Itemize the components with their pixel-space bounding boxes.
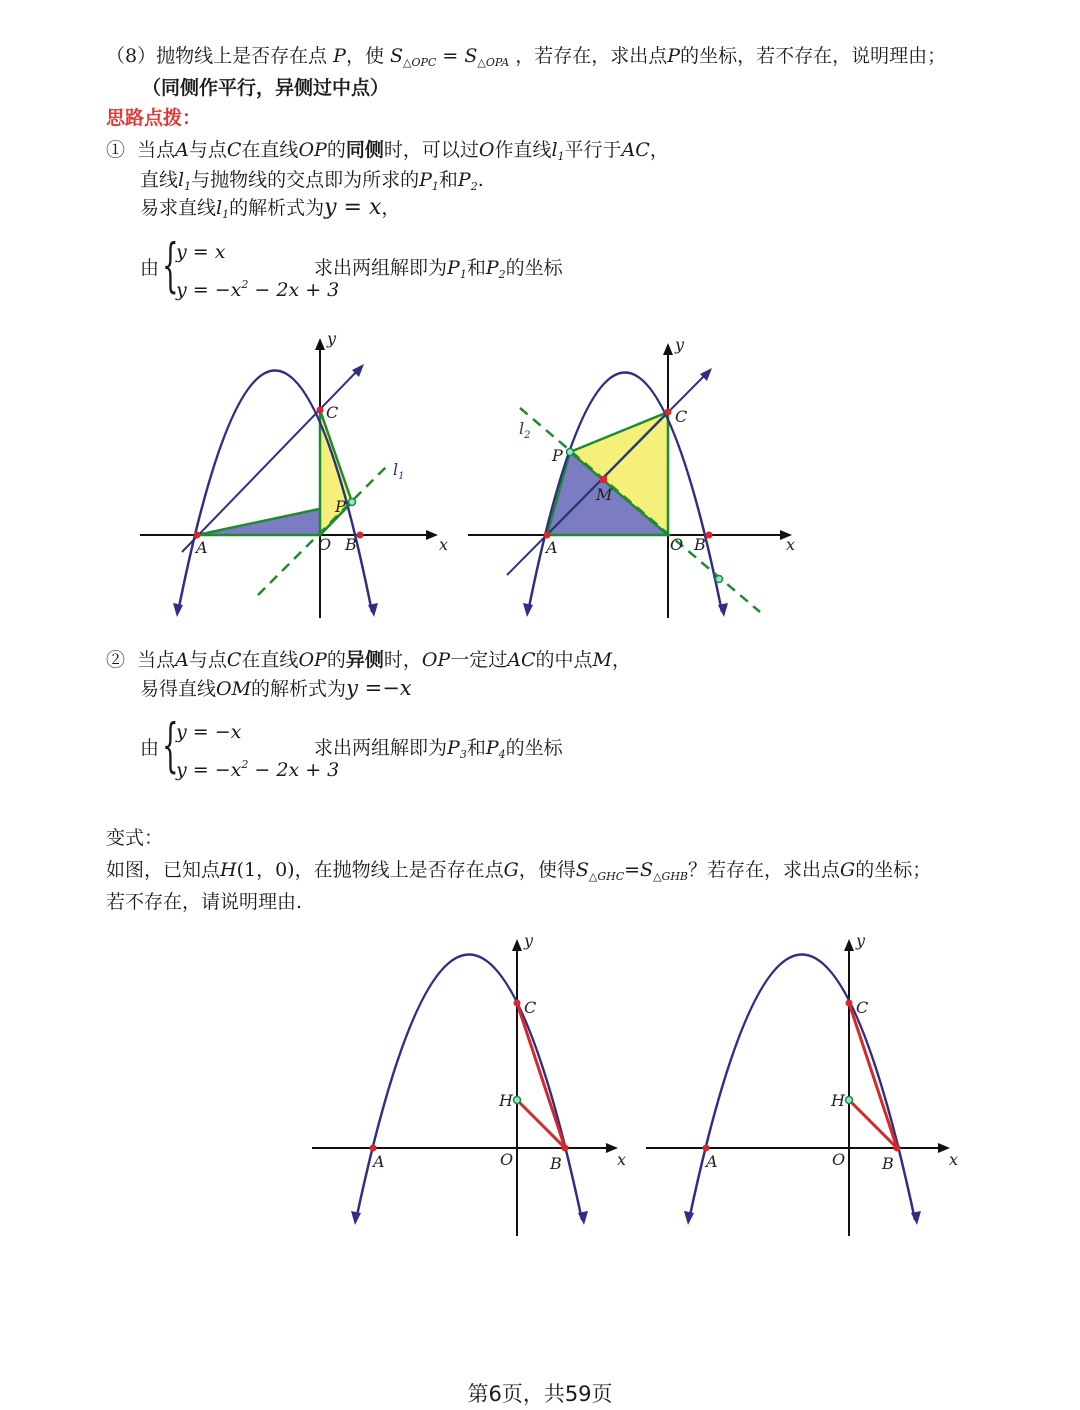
label-o: O (832, 1150, 846, 1169)
variant-line2: 若不存在，请说明理由. (106, 891, 303, 913)
point-a (703, 1145, 710, 1152)
label-c: C (326, 403, 339, 422)
case2-brace: { (162, 711, 179, 779)
label-a: A (373, 1152, 385, 1171)
label-p: P (552, 446, 563, 465)
label-a: A (706, 1152, 718, 1171)
parabola-arrow-right-icon (911, 1211, 921, 1225)
tips-title: 思路点拨： (106, 107, 202, 129)
segment-cb (849, 1003, 897, 1148)
label-o: O (318, 535, 332, 554)
point-h (846, 1097, 853, 1104)
label-b: B (694, 535, 706, 554)
case1-line2: 直线$l_1$与抛物线的交点即为所求的$P_1$和$P_2$. (140, 169, 484, 193)
case1-brace: { (162, 231, 179, 299)
label-x: x (439, 535, 449, 554)
label-b: B (345, 535, 357, 554)
label-y: y (524, 931, 534, 950)
label-c: C (856, 998, 869, 1017)
case1-solve: 求出两组解即为$P_1$和$P_2$的坐标 (314, 257, 563, 281)
page-footer: 第6页，共59页 (467, 1382, 613, 1406)
parabola (689, 955, 915, 1221)
label-b: B (882, 1154, 894, 1173)
label-c: C (524, 998, 537, 1017)
y-axis-arrow-icon (844, 939, 854, 951)
case2-by: 由 (140, 737, 160, 759)
parabola-arrow-left-icon (684, 1211, 694, 1225)
label-p: P (335, 497, 346, 516)
label-x: x (617, 1150, 627, 1169)
point-b (894, 1145, 901, 1152)
label-m: M (596, 485, 613, 504)
label-y: y (675, 335, 685, 354)
label-a: A (546, 538, 558, 557)
label-y: y (856, 931, 866, 950)
case2-line1: ② 当点A与点C在直线OP的异侧时，OP一定过AC的中点M， (106, 649, 632, 671)
case1-line3: 易求直线$l_1$的解析式为y = x， (140, 195, 401, 221)
variant-title: 变式： (106, 827, 164, 849)
point-c (846, 1000, 853, 1007)
label-x: x (949, 1150, 959, 1169)
variant-line1: 如图，已知点H(1，0)，在抛物线上是否存在点G，使得$S_{\triangle GHC}=S_{\triangle GHB}$？若存在，求出点G的坐标； (106, 859, 932, 883)
case1-by: 由 (140, 257, 160, 279)
q8-hint: （同侧作平行，异侧过中点） (142, 77, 390, 99)
case2-sys-eq1: y = −x (176, 721, 242, 743)
label-o: O (500, 1150, 514, 1169)
case2-sys-eq2: $y = -x^2 - 2x + 3$ (176, 758, 340, 781)
label-c: C (675, 407, 688, 426)
label-l1: $l_1$ (393, 460, 405, 482)
label-a: A (196, 538, 208, 557)
case1-sys-eq2: $y = -x^2 - 2x + 3$ (176, 278, 340, 301)
label-b: B (550, 1154, 562, 1173)
label-h: H (831, 1091, 845, 1110)
label-l2: $l_2$ (519, 419, 531, 441)
case2-line2: 易得直线OM的解析式为y =−x (140, 676, 412, 700)
label-h: H (499, 1091, 513, 1110)
label-o: O (670, 535, 684, 554)
case2-solve: 求出两组解即为$P_3$和$P_4$的坐标 (314, 737, 563, 761)
label-x: x (786, 535, 796, 554)
label-y: y (327, 329, 337, 348)
q8-line: （8）抛物线上是否存在点 P，使 $S_{\triangle OPC} = S_{\triangle OPA}$ ，若存在，求出点P的坐标，若不存在，说明理由； (106, 45, 947, 69)
case1-line1: ① 当点A与点C在直线OP的同侧时，可以过O作直线$l_1$平行于AC， (106, 139, 669, 163)
case1-sys-eq1: y = x (176, 241, 226, 263)
